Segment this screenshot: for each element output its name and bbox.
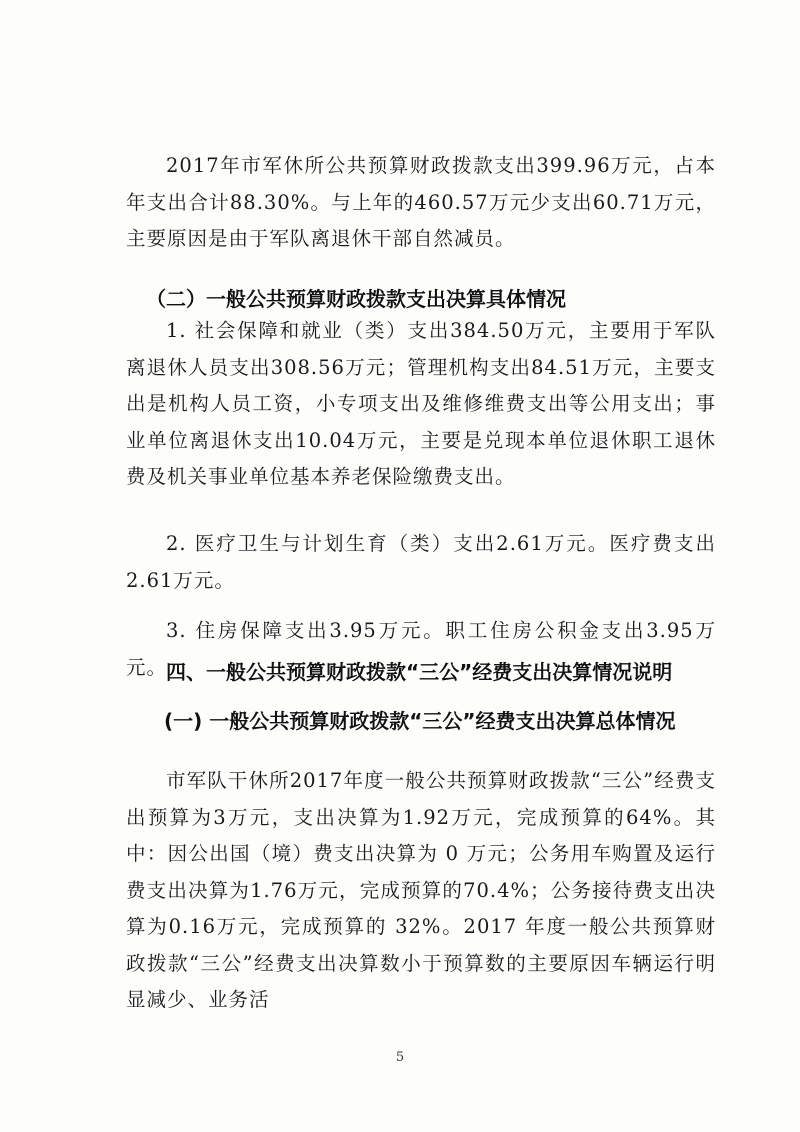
paragraph-housing: 3. 住房保障支出3.95万元。职工住房公积金支出3.95万元。 — [126, 619, 716, 679]
paragraph-three-public-overview: 市军队干休所2017年度一般公共预算财政拨款“三公”经费支出预算为3万元，支出决算为1.92万元，完成预算的64%。其中：因公出国（境）费支出决算为 0 万元；公务用车购置及运行费支出决算为1.76万元，完成预算的70.4%；公务接待费支出决算为0.16万元，完成预算的 32%。2017 年度一般公共预算财政拨款“三公”经费支出决算数小于预算数的主要原因车辆运行明显减少、业务活 — [126, 769, 716, 1011]
paragraph-public-budget-total: 2017年市军休所公共预算财政拨款支出399.96万元，占本年支出合计88.30%。与上年的460.57万元少支出60.71万元，主要原因是由于军队离退休干部自然减员。 — [126, 154, 716, 250]
paragraph-social-security: 1. 社会保障和就业（类）支出384.50万元，主要用于军队离退休人员支出308.56万元；管理机构支出84.51万元，主要支出是机构人员工资，小专项支出及维修维费支出等公用支出；事业单位离退休支出10.04万元，主要是兑现本单位退休职工退休费及机关事业单位基本养老保险缴费支出。 — [126, 319, 716, 488]
heading-three-public-expenses: 四、一般公共预算财政拨款“三公”经费支出决算情况说明 — [166, 660, 673, 684]
heading-specific-situation: （二）一般公共预算财政拨款支出决算具体情况 — [146, 287, 566, 311]
heading-overall-situation: (一) 一般公共预算财政拨款“三公”经费支出决算总体情况 — [164, 709, 676, 733]
page-number: 5 — [395, 1050, 405, 1065]
paragraph-medical: 2. 医疗卫生与计划生育（类）支出2.61万元。医疗费支出2.61万元。 — [126, 532, 716, 592]
